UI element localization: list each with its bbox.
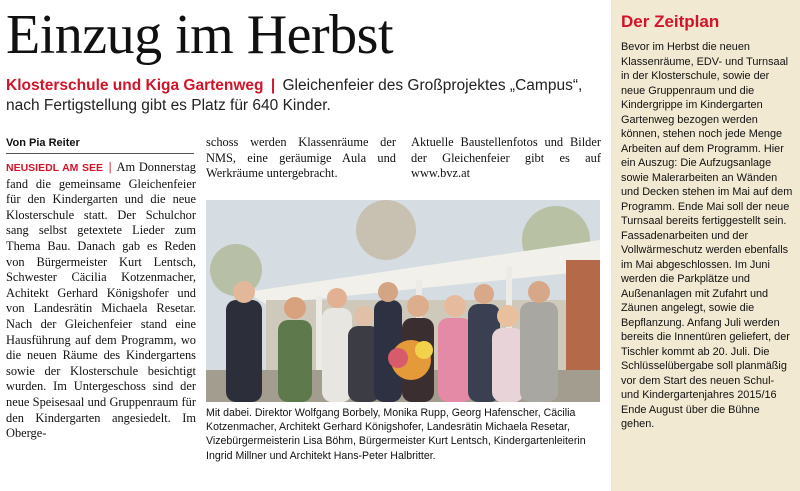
column-1-text: Am Donnerstag fand die gemeinsame Gleichenfeier für den Kindergarten und die neue Klosterschule statt. Der Schulchor sang selbst getextete Lieder zum Thema Bau. Danach gab es Reden von Bürgermeister Kurt Lentsch, Schwester Cäcilia Kotzenmacher, Achitekt Gerhard Königshofer und von Landesrätin Michaela Resetar. Nach der Gleichenfeier stand eine Hausführung auf dem Programm, wo die neuen Räume des Kindergartens sowie der Klosterschule besichtigt wurden. Im Untergeschoss sind der neue Speisesaal und Gruppenraum für den Kindergarten angesiedelt. Im Oberge- xyxy=(6,160,196,441)
group-photo-illustration xyxy=(206,200,600,402)
subhead-text: Gleichenfeier des Großprojektes „Campus“, nach Fertigstellung gibt es Platz für 640 Kinder. xyxy=(6,77,583,114)
article-column-2: schoss werden Klassenräume der NMS, eine geräumige Aula und Werkräume untergebracht. xyxy=(206,135,396,181)
subhead-separator: | xyxy=(270,77,276,94)
dateline-separator: | xyxy=(108,160,112,174)
subhead-kicker: Klosterschule und Kiga Gartenweg xyxy=(6,77,264,94)
timeline-sidebar xyxy=(611,0,800,491)
article-subhead xyxy=(6,76,596,116)
sidebar-title: Der Zeitplan xyxy=(621,12,720,31)
photo-caption: Mit dabei. Direktor Wolfgang Borbely, Monika Rupp, Georg Hafenscher, Cäcilia Kotzenmacher, Architekt Gerhard Königshofer, Landesrätin Michaela Resetar, Vizebürgermeisterin Lisa Böhm, Bürgermeister Kurt Lentsch, Kindergartenleiterin Ingrid Millner und Architekt Hans-Peter Halbritter. xyxy=(206,407,586,462)
article-byline: Von Pia Reiter xyxy=(6,136,194,154)
article-column-1 xyxy=(6,160,196,442)
article-dateline: NEUSIEDL AM SEE xyxy=(6,162,103,174)
article-column-3: Aktuelle Baustellenfotos und Bilder der Gleichenfeier gibt es auf www.bvz.at xyxy=(411,135,601,181)
sidebar-body: Bevor im Herbst die neuen Klassenräume, EDV- und Turnsaal in der Klosterschule, sowie der neue Gruppenraum und die Kindergrippe im Kindergarten Gartenweg bezogen werden können, stehen noch jede Menge Arbeiten auf dem Programm. Hier ein Auszug: Die Aufzugsanlage sowie Malerarbeiten an Wänden und Decken stehen im Mai auf dem Programm. Ende Mai soll der neue Turnsaal bereits fertiggestellt sein. Fassadenarbeiten und der Vollwärmeschutz werden ebenfalls im Mai abgeschlossen. Im Juni werden die Parkplätze und Außenanlagen mit Zufahrt und Zäunen angelegt, sowie die Bepflanzung. Anfang Juli werden bereits die Innentüren geliefert, der Tischler kommt ab 20. Juli. Die Schlüsselübergabe soll planmäßig vor dem Start des neuen Schul- und Kindergartenjahres 2015/16 Ende August über die Bühne gehen. xyxy=(621,41,793,430)
group-photo xyxy=(206,200,600,402)
article-headline: Einzug im Herbst xyxy=(6,4,394,66)
